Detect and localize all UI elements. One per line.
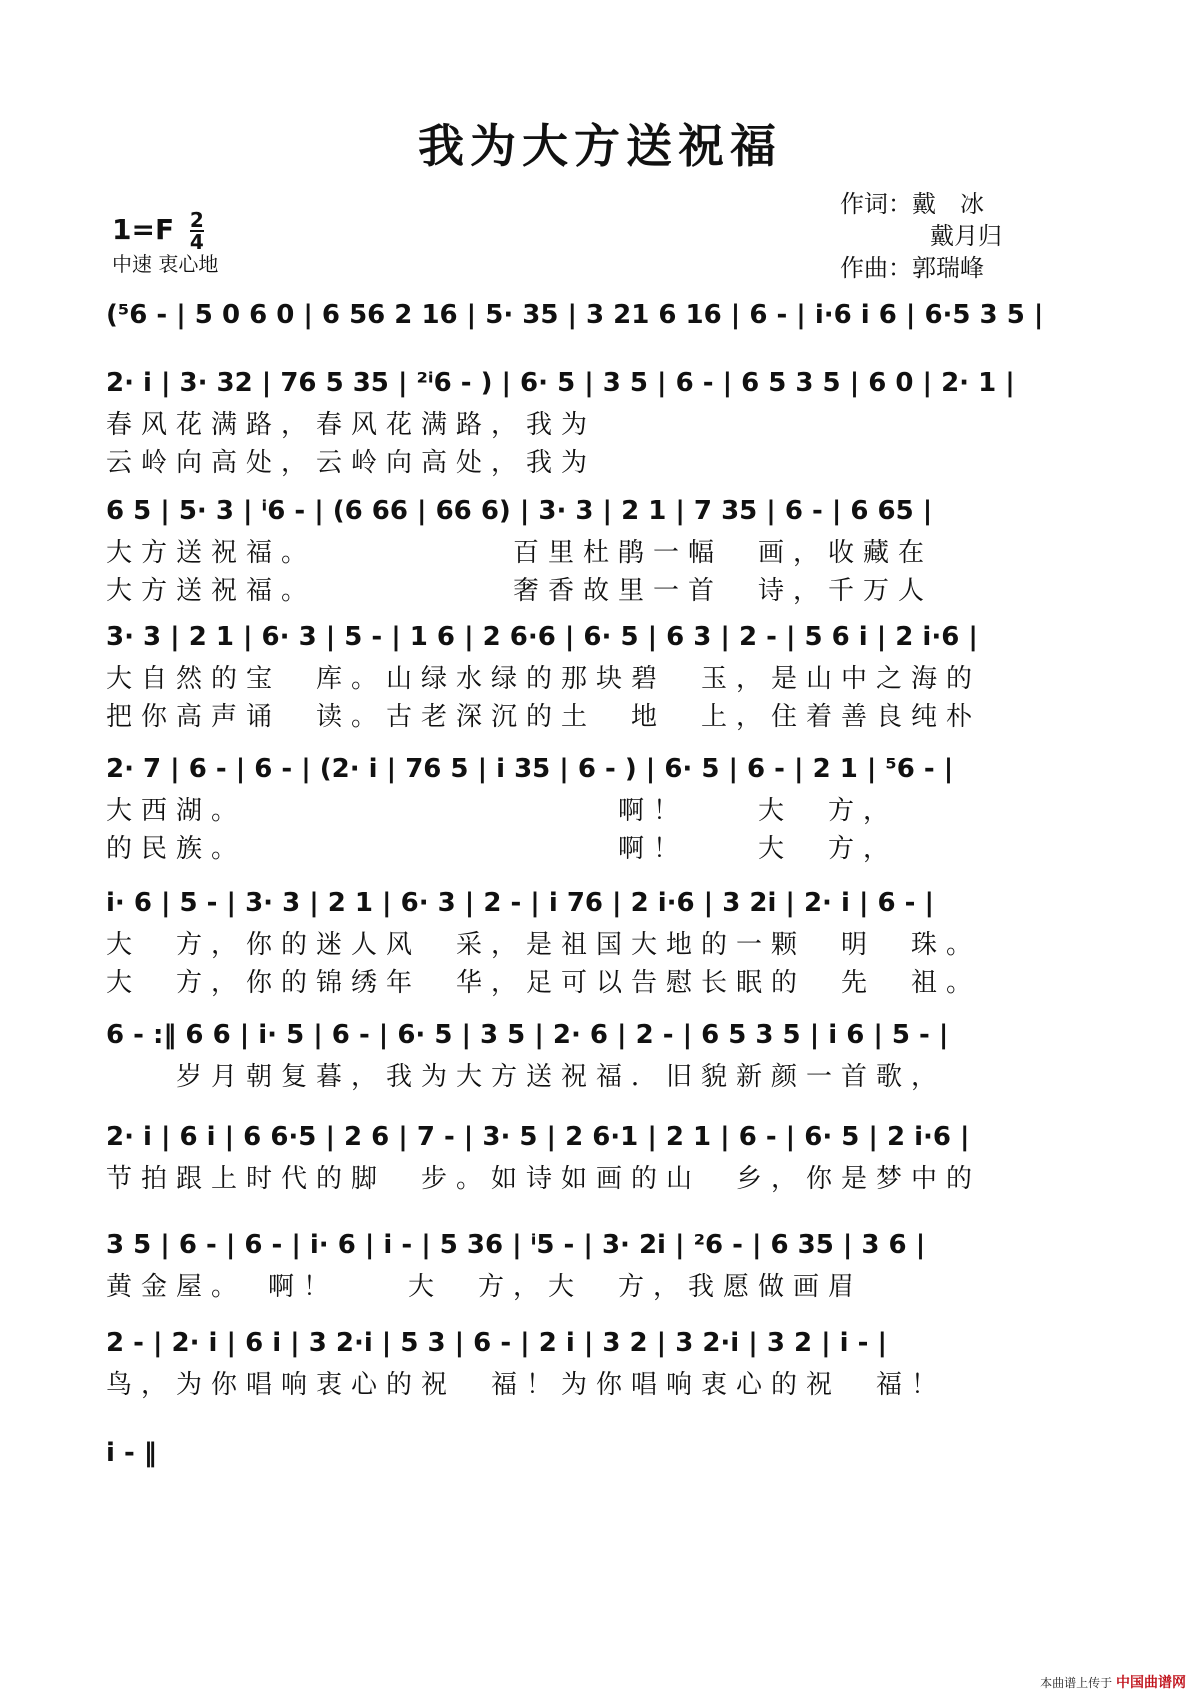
notation-line: 2 - | 2· i | 6 i | 3 2·i | 5 3 | 6 - | 2 i | 3 2 | 3 2·i | 3 2 | i - | [106,1328,887,1358]
lyric-line: 的民族。 啊！ 大 方， [106,834,899,864]
notation-line: 2· i | 6 i | 6 6·5 | 2 6 | 7 - | 3· 5 | 2 6·1 | 2 1 | 6 - | 6· 5 | 2 i·6 | [106,1122,970,1152]
lyric-line: 云岭向高处，云岭向高处，我为 [106,448,597,478]
tempo-marking: 中速 衷心地 [112,252,219,276]
notation-line: 2· 7 | 6 - | 6 - | (2· i | 76 5 | i 35 | 6 - ) | 6· 5 | 6 - | 2 1 | ⁵6 - | [106,754,954,784]
time-signature-bottom: 4 [189,230,204,254]
lyric-line: 大 方，你的迷人风 采，是祖国大地的一颗 明 珠。 [106,930,982,960]
notation-line: i· 6 | 5 - | 3· 3 | 2 1 | 6· 3 | 2 - | i 76 | 2 i·6 | 3 2i | 2· i | 6 - | [106,888,934,918]
notation-line: i - ‖ [106,1438,157,1468]
score-system [106,1430,1006,1552]
credits [840,188,1002,284]
lyric-line: 岁月朝复暮，我为大方送祝福．旧貌新颜一首歌， [106,1062,947,1092]
notation-line: 6 5 | 5· 3 | ⁱ6 - | (6 66 | 66 6) | 3· 3 | 2 1 | 7 35 | 6 - | 6 65 | [106,496,933,526]
score-system [106,1114,1006,1236]
key-label: 1=F [112,213,175,246]
notation-line: 3· 3 | 2 1 | 6· 3 | 5 - | 1 6 | 2 6·6 | 6· 5 | 6 3 | 2 - | 5 6 i | 2 i·6 | [106,622,978,652]
song-title: 我为大方送祝福 [418,119,782,173]
lyric-line: 大方送祝福。 奢香故里一首 诗，千万人 [106,576,934,606]
score-system [106,1320,1006,1442]
lyric-line: 大自然的宝 库。山绿水绿的那块碧 玉，是山中之海的 [106,664,982,694]
lyricist-second: 戴月归 [930,222,1002,250]
score-system [106,746,1006,868]
key-signature [112,210,204,252]
score-system [106,360,1015,482]
composer: 作曲：郭瑞峰 [840,254,984,282]
score-system [106,488,1006,610]
lyric-line [106,1476,1006,1514]
footer [1040,1672,1186,1692]
lyricist: 作词：戴 冰 [840,190,984,218]
lyric-line: 春风花满路，春风花满路，我为 [106,410,597,440]
notation-line: (⁵6 - | 5 0 6 0 | 6 56 2 16 | 5· 35 | 3 21 6 16 | 6 - | i·6 i 6 | 6·5 3 5 | [106,300,1044,330]
lyric-line [106,1514,1006,1552]
notation-line: 6 - :‖ 6 6 | i· 5 | 6 - | 6· 5 | 3 5 | 2· 6 | 2 - | 6 5 3 5 | i 6 | 5 - | [106,1020,949,1050]
notation-line: 3 5 | 6 - | 6 - | i· 6 | i - | 5 36 | ⁱ5 - | 3· 2i | ²6 - | 6 35 | 3 6 | [106,1230,926,1260]
lyric-line: 黄金屋。 啊！ 大 方，大 方，我愿做画眉 [106,1272,864,1302]
lyric-line: 鸟，为你唱响衷心的祝 福！为你唱响衷心的祝 福！ [106,1370,947,1400]
lyric-line: 大方送祝福。 百里杜鹃一幅 画，收藏在 [106,538,934,568]
time-signature [190,210,204,252]
score-system [106,614,1006,736]
lyric-line: 大 方，你的锦绣年 华，足可以告慰长眠的 先 祖。 [106,968,982,998]
lyric-line: 大西湖。 啊！ 大 方， [106,796,899,826]
lyric-line: 把你高声诵 读。古老深沉的土 地 上，住着善良纯朴 [106,702,982,732]
score-system [106,880,1006,1002]
time-signature-top: 2 [189,208,204,232]
lyric-line: 节拍跟上时代的脚 步。如诗如画的山 乡，你是梦中的 [106,1164,982,1194]
site-logo: 中国曲谱网 [1116,1675,1186,1691]
notation-line: 2· i | 3· 32 | 76 5 35 | ²ⁱ6 - ) | 6· 5 | 3 5 | 6 - | 6 5 3 5 | 6 0 | 2· 1 | [106,368,1015,398]
upload-text: 本曲谱上传于 [1040,1676,1113,1690]
